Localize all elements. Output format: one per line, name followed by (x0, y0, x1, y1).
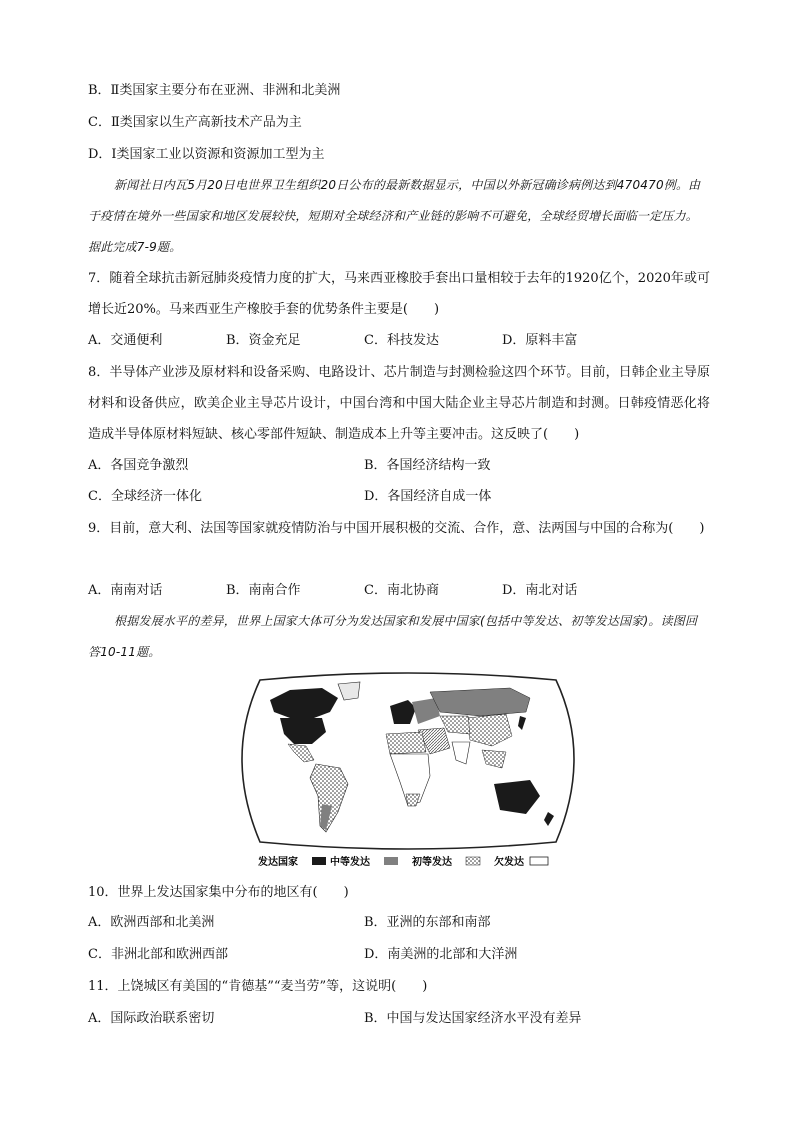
legend-medium-label: 中等发达 (330, 857, 370, 868)
legend-primary-label: 初等发达 (412, 857, 452, 868)
option-d[interactable]: D．各国经济自成一体 (364, 489, 492, 504)
question-10-options-row2 (88, 946, 688, 964)
region-russia (430, 688, 530, 716)
option-b[interactable]: B．各国经济结构一致 (364, 458, 491, 473)
question-8-options-row1 (88, 457, 688, 475)
legend-primary-swatch (466, 857, 480, 865)
option-a[interactable]: A．交通便利 (88, 333, 163, 348)
option-prev-b: B．Ⅱ类国家主要分布在亚洲、非洲和北美洲 (88, 83, 341, 98)
region-north-africa (386, 732, 426, 754)
question-11: 11．上饶城区有美国的“肯德基”“麦当劳”等，这说明( ) (88, 979, 428, 994)
world-development-map (230, 672, 586, 872)
option-d[interactable]: D．南美洲的北部和大洋洲 (364, 947, 518, 962)
legend-under-swatch (530, 857, 548, 865)
option-prev-c: C．Ⅱ类国家以生产高新技术产品为主 (88, 115, 302, 130)
map-legend (257, 855, 548, 868)
option-prev-d: D．Ⅰ类国家工业以资源和资源加工型为主 (88, 147, 325, 162)
question-8: 8．半导体产业涉及原材料和设备采购、电路设计、芯片制造与封测检验这四个环节。目前，日韩企业主导原材料和设备供应，欧美企业主导芯片设计，中国台湾和中国大陆企业主导芯片制造和封测。日韩疫情恶化将造成半导体原材料短缺、核心零部件短缺、制造成本上升等主要冲击。这反映了( ) (88, 365, 710, 442)
option-a[interactable]: A．各国竞争激烈 (88, 458, 189, 473)
option-d[interactable]: D．南北对话 (502, 583, 578, 598)
option-c[interactable]: C．南北协商 (364, 583, 439, 598)
option-b[interactable]: B．南南合作 (226, 583, 301, 598)
option-d[interactable]: D．原料丰富 (502, 333, 578, 348)
legend-developed-label: 发达国家 (258, 857, 298, 868)
question-9-options (88, 582, 688, 600)
option-b[interactable]: B．资金充足 (226, 333, 301, 348)
option-b[interactable]: B．中国与发达国家经济水平没有差异 (364, 1011, 582, 1026)
option-a[interactable]: A．南南对话 (88, 583, 163, 598)
question-7-options (88, 332, 688, 350)
legend-under-label: 欠发达 (494, 857, 524, 868)
question-10-options-row1 (88, 914, 688, 932)
passage-development: 根据发展水平的差异，世界上国家大体可分为发达国家和发展中国家(包括中等发达、初等发达国家)。读图回答10-11题。 (88, 614, 698, 659)
question-9: 9．目前，意大利、法国等国家就疫情防治与中国开展积极的交流、合作，意、法两国与中国的合称为( ) (88, 521, 705, 536)
question-7: 7．随着全球抗击新冠肺炎疫情力度的扩大，马来西亚橡胶手套出口量相较于去年的1920亿个，2020年或可增长近20%。马来西亚生产橡胶手套的优势条件主要是( ) (88, 271, 710, 317)
option-b[interactable]: B．亚洲的东部和南部 (364, 915, 491, 930)
legend-developed-swatch (312, 857, 326, 865)
option-a[interactable]: A．国际政治联系密切 (88, 1011, 215, 1026)
option-c[interactable]: C．非洲北部和欧洲西部 (88, 947, 228, 962)
option-c[interactable]: C．全球经济一体化 (88, 489, 202, 504)
option-a[interactable]: A．欧洲西部和北美洲 (88, 915, 215, 930)
passage-covid: 新闻社日内瓦5月20日电世界卫生组织20日公布的最新数据显示，中国以外新冠确诊病例达到470470例。由于疫情在境外一些国家和地区发展较快，短期对全球经济和产业链的影响不可避免，全球经贸增长面临一定压力。据此完成7-9题。 (88, 178, 701, 254)
legend-medium-swatch (384, 857, 398, 865)
question-10: 10．世界上发达国家集中分布的地区有( ) (88, 885, 349, 900)
option-c[interactable]: C．科技发达 (364, 333, 439, 348)
question-8-options-row2 (88, 488, 688, 506)
question-11-options (88, 1010, 688, 1028)
